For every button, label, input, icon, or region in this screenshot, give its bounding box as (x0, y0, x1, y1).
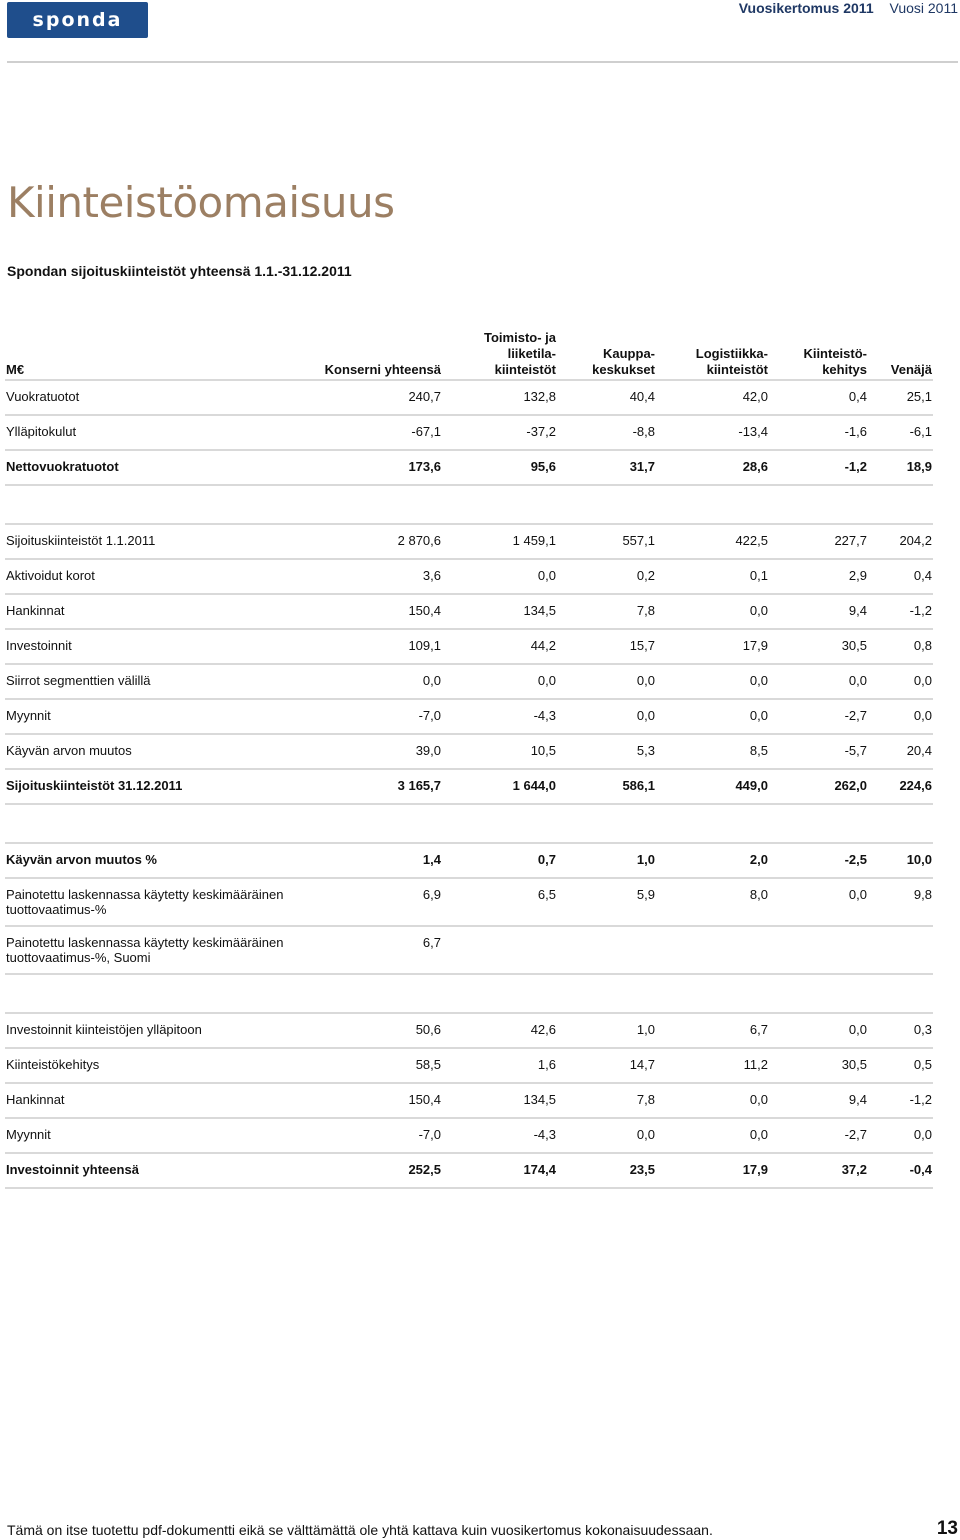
table-cell: -2,7 (769, 1118, 868, 1153)
table-cell: 1,6 (442, 1048, 557, 1083)
table-row (5, 843, 933, 878)
table-cell: -37,2 (442, 415, 557, 450)
row-label: Myynnit (5, 699, 295, 734)
spacer-cell (5, 974, 933, 1013)
table-cell: 10,5 (442, 734, 557, 769)
table-cell: 6,7 (656, 1013, 769, 1048)
table-cell: 150,4 (295, 1083, 442, 1118)
table-cell: 17,9 (656, 629, 769, 664)
table-row (5, 926, 933, 974)
table-cell: 95,6 (442, 450, 557, 485)
table-cell: 2,0 (656, 843, 769, 878)
table-cell: 174,4 (442, 1153, 557, 1188)
row-label: Siirrot segmenttien välillä (5, 664, 295, 699)
table-cell: 0,0 (442, 559, 557, 594)
table-row (5, 878, 933, 926)
table-cell: 0,0 (868, 664, 933, 699)
table-cell: -6,1 (868, 415, 933, 450)
table-cell: 0,0 (769, 1013, 868, 1048)
header-line: keskukset (592, 362, 655, 377)
table-cell: 11,2 (656, 1048, 769, 1083)
page-title: Kiinteistöomaisuus (7, 178, 395, 227)
table-cell: 240,7 (295, 380, 442, 415)
year-link[interactable]: Vuosi 2011 (889, 0, 958, 16)
table-cell: 0,0 (557, 664, 656, 699)
table-cell: -67,1 (295, 415, 442, 450)
table-cell (769, 926, 868, 974)
table-cell: -1,2 (868, 594, 933, 629)
table-cell (868, 926, 933, 974)
table-row (5, 1083, 933, 1118)
header-divider (7, 61, 958, 63)
table-cell: 0,7 (442, 843, 557, 878)
header-line: liiketila- (507, 346, 556, 361)
table-cell: 28,6 (656, 450, 769, 485)
table-cell: 50,6 (295, 1013, 442, 1048)
table-cell: -13,4 (656, 415, 769, 450)
table-cell: 0,0 (656, 594, 769, 629)
table-body (5, 380, 933, 1188)
row-label: Sijoituskiinteistöt 31.12.2011 (5, 769, 295, 804)
row-label: Investoinnit yhteensä (5, 1153, 295, 1188)
column-header-development (769, 330, 868, 380)
table-row (5, 559, 933, 594)
table-cell: 0,1 (656, 559, 769, 594)
table-cell: 0,0 (656, 699, 769, 734)
table-cell: -7,0 (295, 1118, 442, 1153)
table-cell: -2,7 (769, 699, 868, 734)
table-cell: 0,3 (868, 1013, 933, 1048)
table-cell: 557,1 (557, 524, 656, 559)
table-cell: 9,8 (868, 878, 933, 926)
table-cell: 40,4 (557, 380, 656, 415)
table-cell (557, 926, 656, 974)
table-cell: 42,6 (442, 1013, 557, 1048)
table-cell: 1 644,0 (442, 769, 557, 804)
table-cell: 449,0 (656, 769, 769, 804)
table-cell: 37,2 (769, 1153, 868, 1188)
table-cell: 134,5 (442, 1083, 557, 1118)
table-cell: 0,5 (868, 1048, 933, 1083)
table-cell: 0,0 (769, 664, 868, 699)
header-line: kiinteistöt (706, 362, 768, 377)
table-cell: 204,2 (868, 524, 933, 559)
row-label: Nettovuokratuotot (5, 450, 295, 485)
table-subtitle: Spondan sijoituskiinteistöt yhteensä 1.1.-31.12.2011 (7, 263, 352, 279)
table-row (5, 769, 933, 804)
table-cell: 586,1 (557, 769, 656, 804)
table-row (5, 450, 933, 485)
row-label: Investoinnit (5, 629, 295, 664)
table-cell: 31,7 (557, 450, 656, 485)
table-cell: 262,0 (769, 769, 868, 804)
table-cell: 1,4 (295, 843, 442, 878)
table-cell: 30,5 (769, 1048, 868, 1083)
table-cell: 0,0 (769, 878, 868, 926)
table-cell: 0,0 (442, 664, 557, 699)
column-header-shopping-centres (557, 330, 656, 380)
table-cell: 15,7 (557, 629, 656, 664)
footer-disclaimer: Tämä on itse tuotettu pdf-dokumentti eikä se välttämättä ole yhtä kattava kuin vuosikertomus kokonaisuudessaan. (7, 1522, 713, 1538)
table-row (5, 1013, 933, 1048)
top-navigation (739, 0, 958, 16)
table-row (5, 629, 933, 664)
spacer-row (5, 974, 933, 1013)
table-cell: 0,0 (656, 664, 769, 699)
table-cell: 109,1 (295, 629, 442, 664)
table-row (5, 1118, 933, 1153)
table-cell: 42,0 (656, 380, 769, 415)
table-header-row (5, 330, 933, 380)
table-cell (656, 926, 769, 974)
row-label: Vuokratuotot (5, 380, 295, 415)
table-cell: 0,4 (868, 559, 933, 594)
table-cell: 224,6 (868, 769, 933, 804)
row-label: Käyvän arvon muutos (5, 734, 295, 769)
table-cell: 9,4 (769, 1083, 868, 1118)
table-cell: 8,5 (656, 734, 769, 769)
table-cell: -1,2 (769, 450, 868, 485)
table-cell: 0,0 (557, 1118, 656, 1153)
table-row (5, 594, 933, 629)
table-cell: 6,7 (295, 926, 442, 974)
spacer-cell (5, 804, 933, 843)
table-cell: 17,9 (656, 1153, 769, 1188)
row-label: Hankinnat (5, 1083, 295, 1118)
row-label: Käyvän arvon muutos % (5, 843, 295, 878)
row-label: Painotettu laskennassa käytetty keskimääräinen tuottovaatimus-%, Suomi (5, 926, 295, 974)
table-cell: 422,5 (656, 524, 769, 559)
column-header-russia: Venäjä (868, 330, 933, 380)
table-cell: 150,4 (295, 594, 442, 629)
table-cell: -8,8 (557, 415, 656, 450)
table-cell: 10,0 (868, 843, 933, 878)
header-line: Toimisto- ja (484, 330, 556, 345)
table-cell: 9,4 (769, 594, 868, 629)
row-label: Ylläpitokulut (5, 415, 295, 450)
header-line: Logistiikka- (695, 346, 768, 361)
table-cell: 39,0 (295, 734, 442, 769)
table-cell: 3,6 (295, 559, 442, 594)
table-cell: 0,0 (557, 699, 656, 734)
table-cell: 5,3 (557, 734, 656, 769)
table-cell: -5,7 (769, 734, 868, 769)
table-cell: 58,5 (295, 1048, 442, 1083)
header-line: Kiinteistö- (803, 346, 867, 361)
header-line: kiinteistöt (494, 362, 556, 377)
row-label: Painotettu laskennassa käytetty keskimääräinen tuottovaatimus-% (5, 878, 295, 926)
table-cell: 5,9 (557, 878, 656, 926)
table-cell: 0,0 (295, 664, 442, 699)
table-cell: 3 165,7 (295, 769, 442, 804)
table-cell: 1 459,1 (442, 524, 557, 559)
table-cell: -2,5 (769, 843, 868, 878)
table-row (5, 415, 933, 450)
table-cell: 0,0 (656, 1118, 769, 1153)
table-row (5, 734, 933, 769)
table-row (5, 1048, 933, 1083)
row-label: Sijoituskiinteistöt 1.1.2011 (5, 524, 295, 559)
row-label: Hankinnat (5, 594, 295, 629)
row-label: Kiinteistökehitys (5, 1048, 295, 1083)
row-label: Investoinnit kiinteistöjen ylläpitoon (5, 1013, 295, 1048)
table-cell: 227,7 (769, 524, 868, 559)
header-line: kehitys (822, 362, 867, 377)
table-cell: -1,2 (868, 1083, 933, 1118)
table-cell: 2,9 (769, 559, 868, 594)
spacer-row (5, 485, 933, 524)
table-cell: 0,4 (769, 380, 868, 415)
table-cell: 0,0 (868, 699, 933, 734)
table-row (5, 1153, 933, 1188)
row-label: Myynnit (5, 1118, 295, 1153)
header-line: Kauppa- (603, 346, 655, 361)
column-header-unit: M€ (5, 330, 295, 380)
table-cell: 0,8 (868, 629, 933, 664)
table-cell: 18,9 (868, 450, 933, 485)
table-cell: 23,5 (557, 1153, 656, 1188)
table-cell: 7,8 (557, 594, 656, 629)
table-cell: 173,6 (295, 450, 442, 485)
row-label: Aktivoidut korot (5, 559, 295, 594)
table-cell: 14,7 (557, 1048, 656, 1083)
spacer-cell (5, 485, 933, 524)
table-row (5, 380, 933, 415)
table-cell: 44,2 (442, 629, 557, 664)
table-cell (442, 926, 557, 974)
column-header-logistics (656, 330, 769, 380)
table-cell: -7,0 (295, 699, 442, 734)
table-cell: 1,0 (557, 1013, 656, 1048)
table-row (5, 664, 933, 699)
table-cell: 2 870,6 (295, 524, 442, 559)
table-cell: -4,3 (442, 699, 557, 734)
table-cell: 1,0 (557, 843, 656, 878)
table-cell: 25,1 (868, 380, 933, 415)
table-cell: 0,0 (868, 1118, 933, 1153)
table-cell: 20,4 (868, 734, 933, 769)
table-cell: -4,3 (442, 1118, 557, 1153)
table-cell: 252,5 (295, 1153, 442, 1188)
table-cell: 132,8 (442, 380, 557, 415)
spacer-row (5, 804, 933, 843)
table-cell: 6,9 (295, 878, 442, 926)
table-cell: -1,6 (769, 415, 868, 450)
table-cell: 0,0 (656, 1083, 769, 1118)
column-header-office-retail (442, 330, 557, 380)
table-row (5, 699, 933, 734)
table-cell: 30,5 (769, 629, 868, 664)
table-cell: 8,0 (656, 878, 769, 926)
table-cell: 0,2 (557, 559, 656, 594)
page-number: 13 (936, 1518, 958, 1539)
logo-text: sponda (32, 9, 123, 31)
column-header-group-total: Konserni yhteensä (295, 330, 442, 380)
table-cell: -0,4 (868, 1153, 933, 1188)
sponda-logo[interactable] (7, 2, 148, 38)
annual-report-link[interactable]: Vuosikertomus 2011 (738, 0, 874, 16)
table-cell: 134,5 (442, 594, 557, 629)
table-row (5, 524, 933, 559)
investment-property-table (5, 330, 933, 1189)
table-cell: 6,5 (442, 878, 557, 926)
table-cell: 7,8 (557, 1083, 656, 1118)
